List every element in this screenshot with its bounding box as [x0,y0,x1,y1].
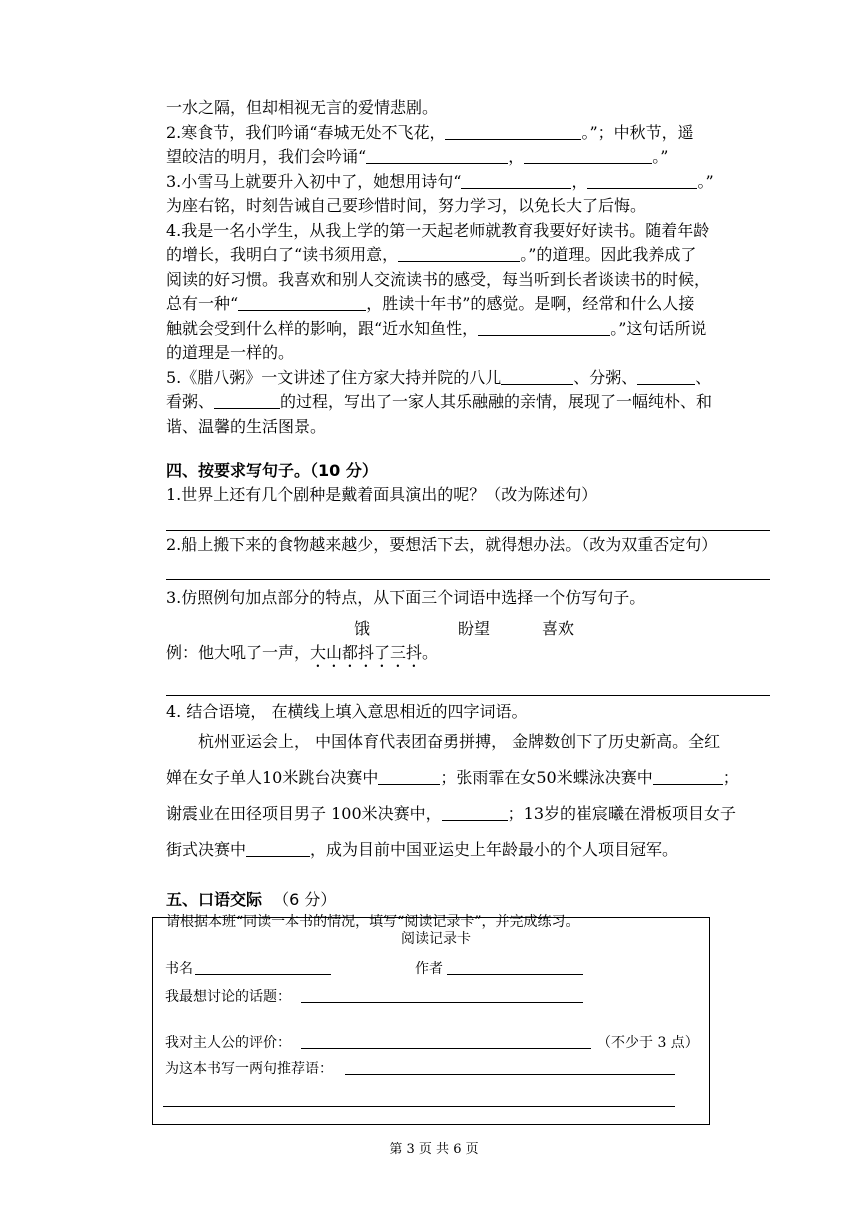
text: ，胜读十年书”的感觉。是啊，经常和什么人接 [366,294,695,313]
text-line: 为座右铭，时刻告诫自己要珍惜时间，努力学习，以免长大了后悔。 [166,196,647,215]
answer-line[interactable] [166,508,770,531]
word-choice: 喜欢 [542,618,575,638]
text: 的过程，写出了一家人其乐融融的亲情，展现了一幅纯朴、和 [280,392,713,411]
text-line: 阅读的好习惯。我喜欢和别人交流读书的感受，每当听到长者谈读书的时候， [166,269,711,289]
answer-blank[interactable] [238,294,366,311]
recommend-field-line-2[interactable] [163,1106,675,1107]
card-title: 阅读记录卡 [401,931,471,947]
question-4-4: 4. 结合语境， 在横线上填入意思相近的四字词语。 [166,701,528,721]
text-line: 谐、温馨的生活图景。 [166,416,327,436]
answer-blank[interactable] [501,368,573,385]
author-field[interactable] [447,974,583,975]
text: 总有一种“ [166,294,239,313]
answer-blank[interactable] [637,368,695,385]
text-line [166,796,770,832]
text: 望皎洁的明月，我们会吟诵“ [166,147,367,166]
text: ；张雨霏在女50米蝶泳决赛中 [440,768,653,787]
answer-line[interactable] [166,673,770,696]
recommend-field[interactable] [345,1074,675,1075]
text: ， [571,171,588,191]
question-3-5 [166,366,770,391]
page-footer: 第 3 页 共 6 页 [389,1142,479,1157]
answer-blank[interactable] [445,123,581,140]
question-4-2: 2.船上搬下来的食物越来越少，要想活下去，就得想办法。（改为双重否定句） [166,534,718,554]
word-choices [166,611,770,641]
text-line: 杭州亚运会上， 中国体育代表团奋勇拼搏， 金牌数创下了历史新高。全红 [198,732,721,751]
text: 看粥、 [166,392,215,411]
text-line [166,292,770,317]
evaluation-label: 我对主人公的评价： [165,1035,291,1051]
text: ；13岁的崔宸曦在滑板项目女子 [507,804,737,823]
section-5-score: （6 分） [273,890,337,909]
text-line [166,390,770,415]
section-5-instruction: 请根据本班“同读一本书的情况，填写“阅读记录卡”，并完成练习。 [166,914,580,930]
text: 、分粥、 [573,367,638,387]
text: 。”；中秋节，遥 [581,122,694,142]
text: 。”这句话所说 [610,318,707,338]
answer-line[interactable] [166,557,770,580]
text-line: 一水之隔，但却相视无言的爱情悲剧。 [166,98,439,117]
word-choice: 饿 [354,618,371,638]
answer-blank[interactable] [653,768,723,785]
book-name-field[interactable] [195,974,331,975]
text: 例：他大吼了一声， [166,642,311,662]
text: 5.《腊八粥》一文讲述了住方家大持并院的八儿 [166,367,502,387]
text: 。” [652,147,669,166]
question-3-2-cont [166,145,770,170]
question-4-1: 1.世界上还有几个剧种是戴着面具演出的呢？（改为陈述句） [166,485,598,504]
book-name-label: 书名 [165,961,193,977]
section-4-title: 四、按要求写句子。（10 分） [166,461,378,480]
topic-field[interactable] [301,1002,583,1003]
text: 3.小雪马上就要升入初中了，她想用诗句“ [166,171,462,191]
question-4-3: 3.仿照例句加点部分的特点，从下面三个词语中选择一个仿写句子。 [166,588,646,607]
text: 谢震业在田径项目男子 100米决赛中， [166,804,442,823]
answer-blank[interactable] [214,392,280,409]
answer-blank[interactable] [398,245,520,262]
text: 触就会受到什么样的影响，跟“近水知鱼性， [166,318,479,338]
text-line [166,317,770,342]
answer-blank[interactable] [478,319,610,336]
text: ， [508,147,525,166]
text: ，成为目前中国亚运史上年龄最小的个人项目冠军。 [310,840,679,859]
answer-blank[interactable] [587,172,697,189]
answer-blank[interactable] [366,147,508,164]
evaluation-field[interactable] [301,1048,591,1049]
word-choice: 盼望 [458,618,491,638]
text-line [166,760,770,796]
question-3-3 [166,170,770,195]
text: 。 [422,642,439,662]
text: 。”的道理。因此我养成了 [520,245,697,264]
question-3-4-cont [166,243,770,268]
text-line [166,832,770,868]
section-5-heading: 五、口语交际 [166,890,263,909]
text: 街式决赛中 [166,840,247,859]
emphasized-phrase: 大山都抖了三抖 [310,642,423,662]
question-3-4: 4.我是一名小学生，从我上学的第一天起老师就教育我要好好读书。随着年龄 [166,220,710,240]
example-sentence [166,641,770,671]
topic-label: 我最想讨论的话题： [165,989,291,1005]
answer-blank[interactable] [246,840,310,857]
recommend-label: 为这本书写一两句推荐语： [165,1061,333,1077]
section-5-title [166,888,770,912]
reading-record-card [152,917,710,1125]
evaluation-note: （不少于 3 点） [597,1035,699,1051]
answer-blank[interactable] [442,804,508,821]
question-4-4-passage [166,724,770,868]
text: 婵在女子单人10米跳台决赛中 [166,768,379,787]
author-label: 作者 [415,961,443,977]
question-3-2 [166,121,770,146]
answer-blank[interactable] [461,172,571,189]
text-line: 的道理是一样的。 [166,343,295,362]
answer-blank[interactable] [378,768,440,785]
answer-blank[interactable] [524,147,652,164]
text: 的增长，我明白了“读书须用意， [166,245,399,264]
text: 2.寒食节，我们吟诵“春城无处不飞花， [166,122,446,142]
text: 、 [695,367,712,387]
text: ； [722,768,739,787]
text: 。” [697,171,714,191]
page-content [166,96,770,932]
